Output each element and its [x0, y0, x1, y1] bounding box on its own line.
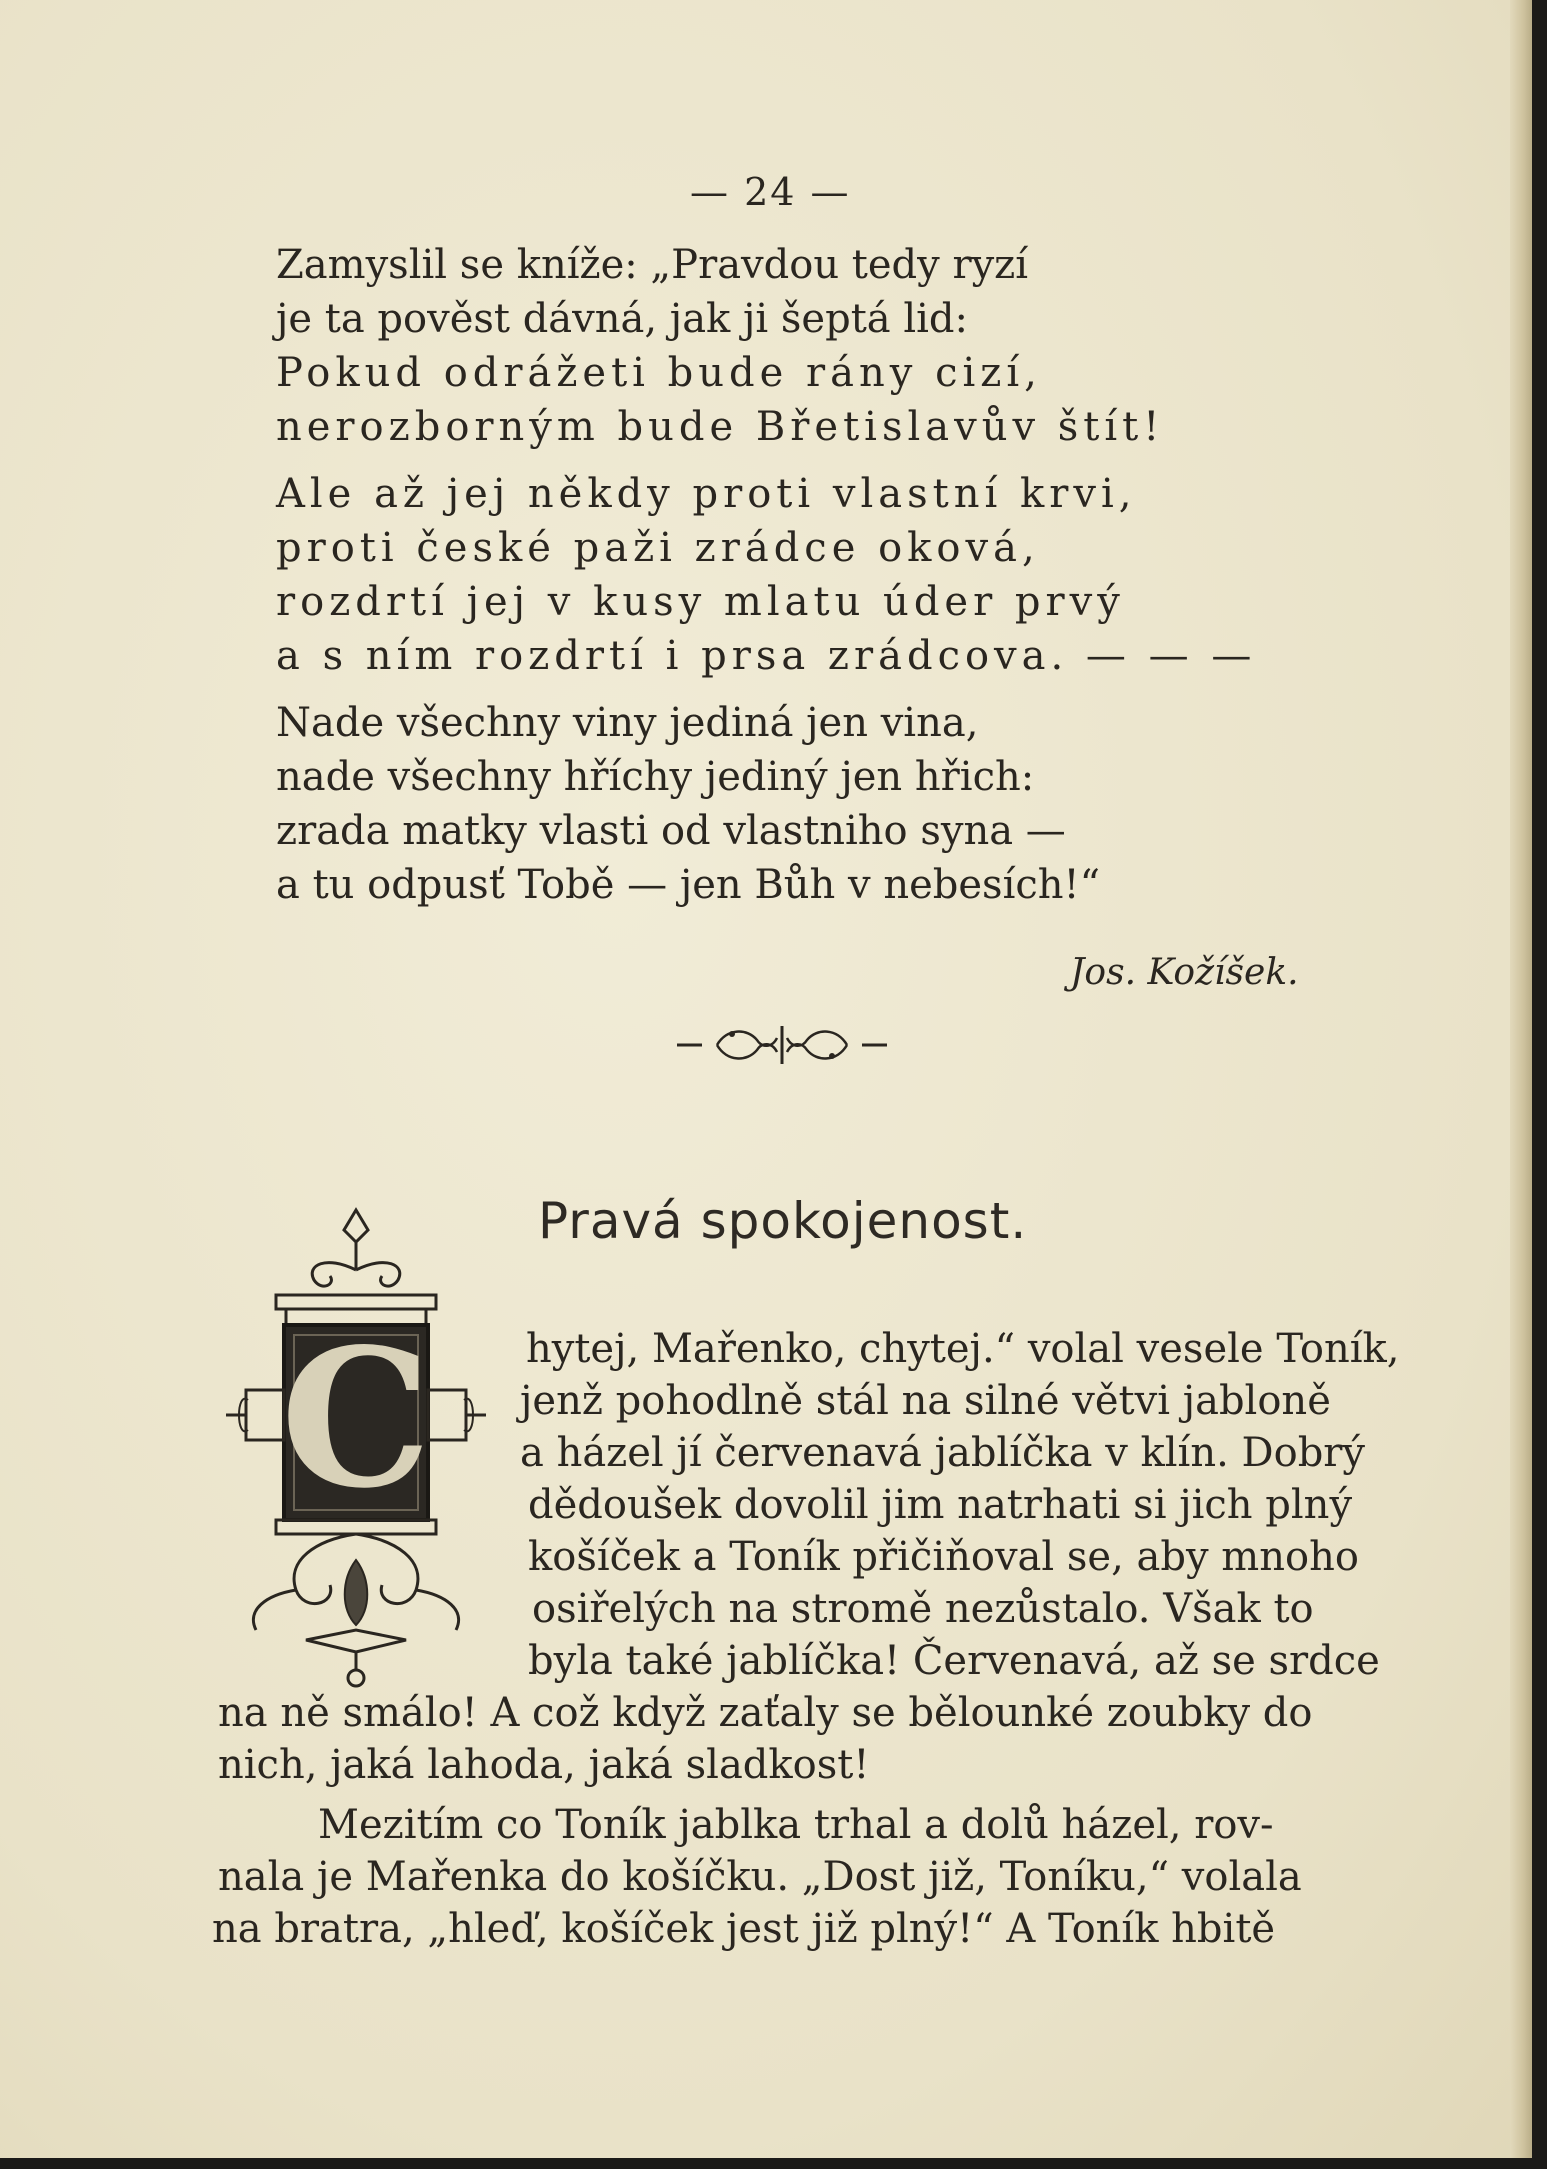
separator-ornament-icon — [672, 1018, 892, 1068]
story-line: na ně smálo! A což když zaťaly se bělounké zoubky do — [218, 1690, 1313, 1736]
poem-line: a s ním rozdrtí i prsa zrádcova. — — — — [276, 633, 1257, 679]
page-edge — [1510, 0, 1532, 2158]
poem-line: a tu odpusť Tobě — jen Bůh v nebesích!“ — [276, 862, 1101, 908]
poem-author: Jos. Kožíšek. — [1070, 952, 1299, 993]
poem-stanza-2 — [276, 467, 1256, 683]
poem-line: rozdrtí jej v kusy mlatu úder prvý — [276, 579, 1125, 625]
poem-line: zrada matky vlasti od vlastniho syna — — [276, 808, 1066, 854]
poem-line: Nade všechny viny jediná jen vina, — [276, 700, 979, 746]
story-line: hytej, Mařenko, chytej.“ volal vesele Toník, — [526, 1326, 1400, 1372]
poem-line: Zamyslil se kníže: „Pravdou tedy ryzí — [276, 242, 1029, 288]
story-line: nala je Mařenka do košíčku. „Dost již, Toníku,“ volala — [218, 1854, 1302, 1900]
poem-stanza-1 — [276, 238, 1164, 454]
poem-line: Ale až jej někdy proti vlastní krvi, — [276, 471, 1137, 517]
story-line: jenž pohodlně stál na silné větvi jabloně — [520, 1378, 1331, 1424]
initial-letter: C — [280, 1307, 432, 1530]
story-line: a házel jí červenavá jablíčka v klín. Dobrý — [520, 1430, 1366, 1476]
story-title: Pravá spokojenost. — [538, 1192, 1028, 1250]
poem-line: je ta pověst dávná, jak ji šeptá lid: — [276, 296, 969, 342]
poem-line: Pokud odrážeti bude rány cizí, — [276, 350, 1042, 396]
story-line: na bratra, „hleď, košíček jest již plný!“ A Toník hbitě — [212, 1906, 1276, 1952]
poem-line: nerozborným bude Břetislavův štít! — [276, 404, 1165, 450]
page-number: — 24 — — [690, 170, 851, 214]
story-line: byla také jablíčka! Červenavá, až se srdce — [528, 1638, 1380, 1684]
poem-stanza-3 — [276, 696, 1100, 912]
poem-line: proti české paži zrádce oková, — [276, 525, 1040, 571]
story-line: nich, jaká lahoda, jaká sladkost! — [218, 1742, 870, 1788]
poem-line: nade všechny hříchy jediný jen hřich: — [276, 754, 1035, 800]
story-line: košíček a Toník přičiňoval se, aby mnoho — [528, 1534, 1359, 1580]
decorative-initial-icon — [226, 1200, 486, 1690]
story-line: Mezitím co Toník jablka trhal a dolů házel, rov- — [318, 1802, 1274, 1848]
story-line: dědoušek dovolil jim natrhati si jich plný — [528, 1482, 1353, 1528]
story-line: osiřelých na stromě nezůstalo. Však to — [532, 1586, 1314, 1632]
